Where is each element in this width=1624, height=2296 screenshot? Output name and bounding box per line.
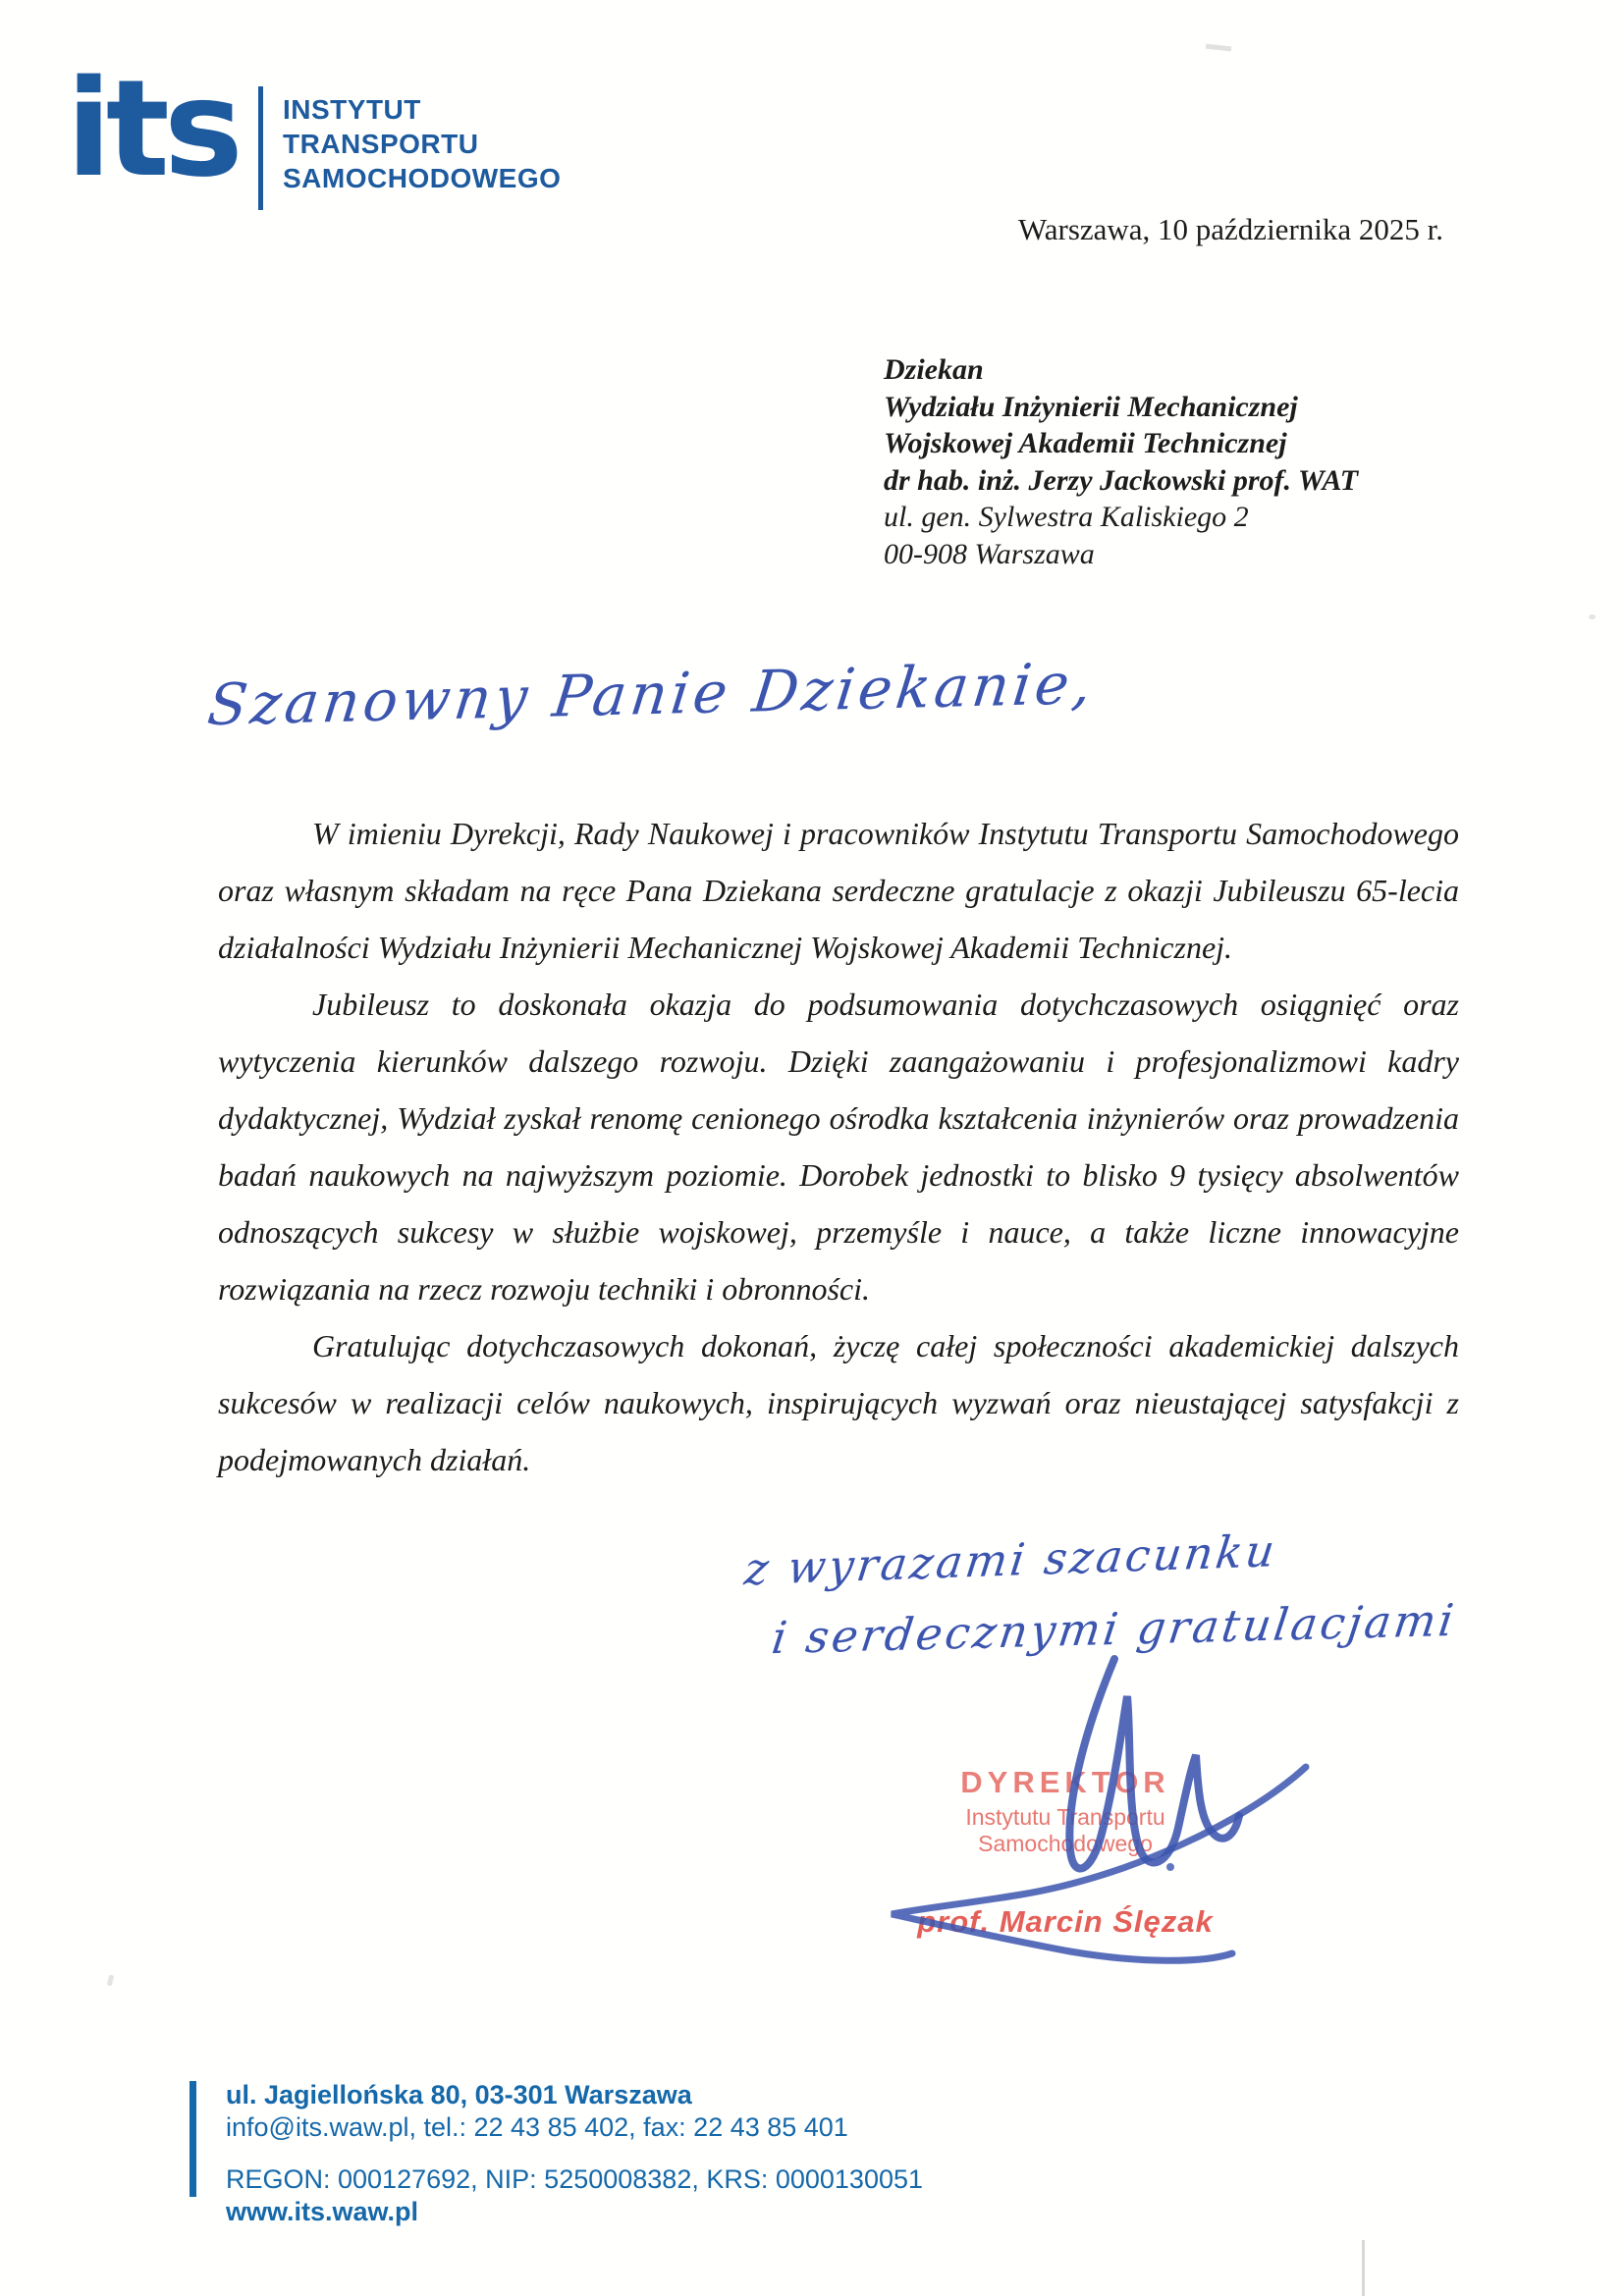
scan-artifact	[1206, 44, 1231, 52]
logo-org-line: INSTYTUT	[283, 94, 421, 125]
logo-divider	[258, 86, 263, 210]
recipient-faculty: Wydziału Inżynierii Mechanicznej	[884, 390, 1298, 423]
recipient-city: 00-908 Warszawa	[884, 537, 1095, 570]
stamp-title: DYREKTOR	[960, 1765, 1170, 1799]
recipient-street: ul. gen. Sylwestra Kaliskiego 2	[884, 501, 1249, 533]
date-line: Warszawa, 10 października 2025 r.	[1017, 212, 1443, 246]
logo-org-name	[283, 92, 561, 195]
footer-website: www.its.waw.pl	[226, 2197, 419, 2226]
footer-spacer	[226, 2144, 923, 2163]
stamp-name: prof. Marcin Ślęzak	[917, 1904, 1214, 1939]
handwritten-closing-line1: z wyrazami szacunku	[741, 1524, 1280, 1596]
scan-artifact	[1589, 614, 1596, 619]
recipient-person: dr hab. inż. Jerzy Jackowski prof. WAT	[884, 463, 1359, 497]
footer-registry: REGON: 000127692, NIP: 5250008382, KRS: 0000130051	[226, 2164, 924, 2194]
letter-body	[218, 805, 1459, 1488]
scan-artifact	[1362, 2240, 1365, 2296]
handwritten-closing-line2: i serdecznymi gratulacjami	[768, 1593, 1460, 1665]
body-paragraph: W imieniu Dyrekcji, Rady Naukowej i pracowników Instytutu Transportu Samochodowego oraz własnym składam na ręce Pana Dziekana serdeczne gratulacje z okazji Jubileuszu 65-lecia działalności Wydziału Inżynierii Mechanicznej Wojskowej Akademii Technicznej.	[218, 816, 1459, 965]
body-paragraph: Gratulując dotychczasowych dokonań, życzę całej społeczności akademickiej dalszych sukcesów w realizacji celów naukowych, inspirujących wyzwań oraz nieustającej satysfakcji z podejmowanych działań.	[218, 1328, 1459, 1477]
scan-artifact	[107, 1975, 115, 1987]
footer-block	[226, 2079, 923, 2228]
footer-contact: info@its.waw.pl, tel.: 22 43 85 402, fax: 22 43 85 401	[226, 2112, 848, 2142]
logo-org-line: TRANSPORTU	[283, 129, 479, 159]
logo-org-line: SAMOCHODOWEGO	[283, 163, 562, 193]
recipient-title: Dziekan	[884, 353, 984, 386]
handwritten-salutation: Szanowny Panie Dziekanie,	[204, 649, 1100, 739]
footer-address: ul. Jagiellońska 80, 03-301 Warszawa	[226, 2080, 692, 2109]
stamp-institute: Instytutu Transportu Samochodowego	[965, 1804, 1165, 1856]
footer-accent-bar	[189, 2081, 196, 2197]
signature-handwriting	[864, 1620, 1335, 1993]
its-logo-icon: its	[66, 52, 238, 207]
body-paragraph: Jubileusz to doskonała okazja do podsumowania dotychczasowych osiągnięć oraz wytyczenia kierunków dalszego rozwoju. Dzięki zaangażowaniu i profesjonalizmowi kadry dydaktycznej, Wydział zyskał renomę cenionego ośrodka kształcenia inżynierów oraz prowadzenia badań naukowych na najwyższym poziomie. Dorobek jednostki to blisko 9 tysięcy absolwentów odnoszących sukcesy w służbie wojskowej, przemyśle i nauce, a także liczne innowacyjne rozwiązania na rzecz rozwoju techniki i obronności.	[218, 987, 1459, 1307]
recipient-block	[884, 351, 1358, 572]
recipient-university: Wojskowej Akademii Technicznej	[884, 427, 1287, 459]
